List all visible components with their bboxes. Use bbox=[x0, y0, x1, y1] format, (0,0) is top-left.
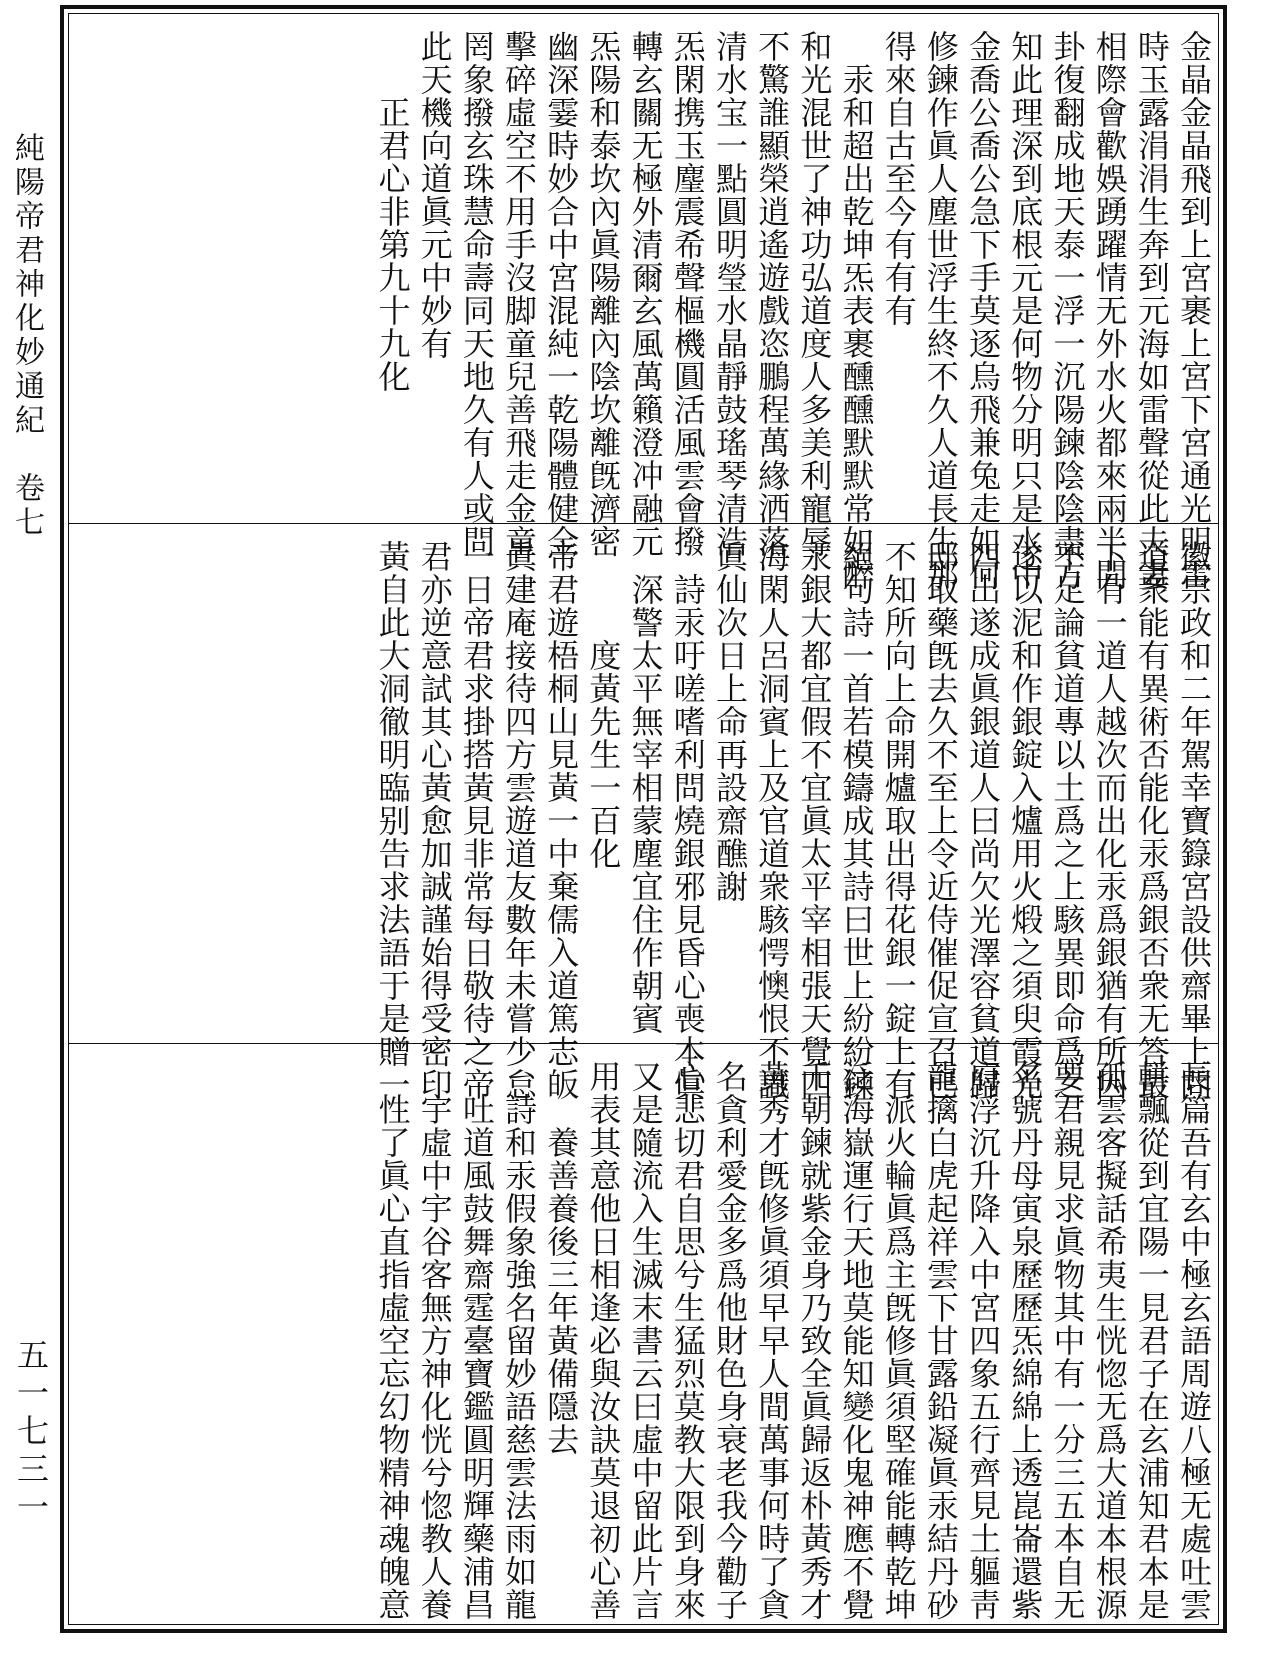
section-heading: 正君心非第九十九化 bbox=[373, 30, 412, 393]
text-column: 知此理深到底根元是何物分明只是水中 bbox=[1006, 30, 1045, 591]
text-column: 一派火輪眞爲主旣修眞須堅確能轉乾坤 bbox=[879, 1060, 918, 1621]
text-column: 性了眞心直指虛空忘幻物精神魂魄意 bbox=[373, 1060, 412, 1621]
text-column: 不知所向上命開爐取出得花銀一錠上有 bbox=[879, 540, 918, 1101]
text-column: 宇虛中宇谷客無方神化恍兮惚教人養 bbox=[415, 1060, 454, 1621]
text-column: 泛海嶽運行天地莫能知變化鬼神應不覺 bbox=[837, 1060, 876, 1621]
book-title-margin: 純陽帝君神化妙通紀 卷七 bbox=[9, 132, 44, 540]
text-column: 金晶金晶飛到上宮裹上宮下宮通光明雷 bbox=[1175, 30, 1213, 591]
text-column: 擊碎虛空不用手沒脚童兒善飛走金童 bbox=[500, 30, 538, 558]
text-column: 金喬公喬公急下手莫逐烏飛兼兔走如何 bbox=[964, 30, 1003, 591]
text-column: 吐道風鼓舞齋霆臺寶鑑圓明輝藥浦昌 bbox=[457, 1060, 496, 1621]
text-column: 幽深霎時妙合中宮混純一乾陽體健全 bbox=[542, 30, 581, 558]
text-column: 邸取藥旣去久不至上令近侍催促宣召已 bbox=[921, 540, 960, 1101]
text-column: 又是隨流入生滅末書云曰虛中留此片言 bbox=[626, 1060, 665, 1621]
text-column: 孤雲客擬話希夷生恍惚无爲大道本根源 bbox=[1090, 1060, 1129, 1621]
section-heading: 度黃先生一百化 bbox=[584, 540, 623, 870]
text-column: 道衆能有異術否能化汞爲銀否衆无答最 bbox=[1132, 540, 1171, 1101]
text-column: 軿飄從到宜陽一見君子在玄浦知君本是 bbox=[1132, 1060, 1171, 1621]
text-column: 名貪利愛金多爲他財色身衰老我今勸子 bbox=[710, 1060, 749, 1621]
text-column: 用表其意他日相逢必與汝訣莫退初心善 bbox=[584, 1060, 623, 1621]
text-column: 和光混世了神功弘道度人多美利寵辱 bbox=[795, 30, 834, 558]
text-column: 千朝鍊就紫金身乃致全眞歸返朴黃秀才 bbox=[795, 1060, 834, 1621]
text-column: 時玉露涓涓生奔到元海如雷聲從此夫妻 bbox=[1132, 30, 1171, 591]
text-column: 相際會歡娛踴躍情无外水火都來兩半間 bbox=[1090, 30, 1129, 591]
text-column: 不足論貧道專以土爲之上駭異即命爲之 bbox=[1048, 540, 1087, 1101]
text-column: 眞仙次日上命再設齋醮謝 bbox=[710, 540, 749, 903]
text-column: 詩和汞假象強名留妙語慈雲法雨如龍 bbox=[500, 1060, 538, 1621]
text-column: 四出遂成眞銀道人曰尚欠光澤容貧道歸 bbox=[964, 540, 1003, 1101]
text-column: 汞和超出乾坤炁表裹醺醺默默常如醉 bbox=[837, 30, 876, 591]
text-columns bbox=[373, 1060, 1213, 1621]
text-column: 要君親見求眞物其中有一分三五本自无 bbox=[1048, 1060, 1087, 1621]
text-column: 遂以泥和作銀錠入爐用火煅之須臾霞光 bbox=[1006, 540, 1045, 1101]
text-column: 龍擒白虎起祥雲下甘露鉛凝眞汞結丹砂 bbox=[921, 1060, 960, 1621]
register-bottom bbox=[64, 0, 1223, 1633]
text-column: 炁閑携玉麈震希聲樞機圓活風雲會撥 bbox=[668, 30, 707, 558]
text-column: 黃秀才旣修眞須早早人間萬事何時了貪 bbox=[753, 1060, 792, 1621]
text-column: 轉玄關无極外清爾玄風萬籟澄冲融元 bbox=[626, 30, 665, 558]
text-column: 汞銀大都宜假不宜眞太平宰相張天覺四 bbox=[795, 540, 834, 1101]
text-column: 海閑人呂洞賓上及官道衆駭愕懊恨不識 bbox=[753, 540, 792, 1101]
text-column: 一日帝君求掛搭黃見非常每日敬待之帝 bbox=[457, 540, 496, 1101]
text-column: 炁陽和泰坎內眞陽離內陰坎離旣濟密 bbox=[584, 30, 623, 558]
text-column: 罔象撥玄珠慧命壽同天地久有人或問 bbox=[457, 30, 496, 558]
text-column: 徽宗政和二年駕幸寶籙宮設供齋畢上問 bbox=[1175, 540, 1213, 1101]
text-column: 君亦逆意試其心黃愈加誠謹始得受密印 bbox=[415, 540, 454, 1101]
text-column: 絕句詩一首若模鑄成其詩曰世上紛紛鍊 bbox=[837, 540, 876, 1101]
text-column: 心悲切君自思兮生猛烈莫教大限到身來 bbox=[668, 1060, 707, 1621]
text-column: 詩汞吁嗟嗜利問燒銀邪見昏心喪本眞 bbox=[668, 540, 707, 1101]
text-column: 帝君遊梧桐山見黃一中棄儒入道篤志皈 bbox=[542, 540, 581, 1101]
text-column: 清水宝一點圓明瑩水晶靜鼓瑤琴清浩 bbox=[710, 30, 749, 558]
page-number-margin: 五一七三一 bbox=[12, 1338, 50, 1528]
text-column: 不驚誰顯榮逍遙遊戲恣鵬程萬緣洒落 bbox=[753, 30, 792, 558]
text-column: 黃自此大洞徹明臨别告求法語于是贈一 bbox=[373, 540, 412, 1101]
text-column: 得來自古至今有有有 bbox=[879, 30, 918, 327]
text-column: 眞建庵接待四方雲遊道友數年未嘗少怠 bbox=[500, 540, 538, 1101]
text-column: 此天機向道眞元中妙有 bbox=[415, 30, 454, 360]
text-column: 名號丹母寅泉歷歷炁綿綿上透崑崙還紫 bbox=[1006, 1060, 1045, 1621]
text-column: 長篇吾有玄中極玄語周遊八極无處吐雲 bbox=[1175, 1060, 1213, 1621]
text-column: 深警太平無宰相蒙塵宜住作朝賓 bbox=[626, 540, 665, 1035]
text-column: 府浮沉升降入中宮四象五行齊見土軀靑 bbox=[964, 1060, 1003, 1621]
text-column: 下有一道人越次而出化汞爲銀猶有所因 bbox=[1090, 540, 1129, 1101]
text-column: 養善養後三年黃備隱去 bbox=[542, 1060, 581, 1456]
text-column: 修鍊作眞人塵世浮生終不久人道長生那 bbox=[921, 30, 960, 591]
text-column: 卦復翻成地天泰一浮一沉陽鍊陰陰盡方 bbox=[1048, 30, 1087, 591]
